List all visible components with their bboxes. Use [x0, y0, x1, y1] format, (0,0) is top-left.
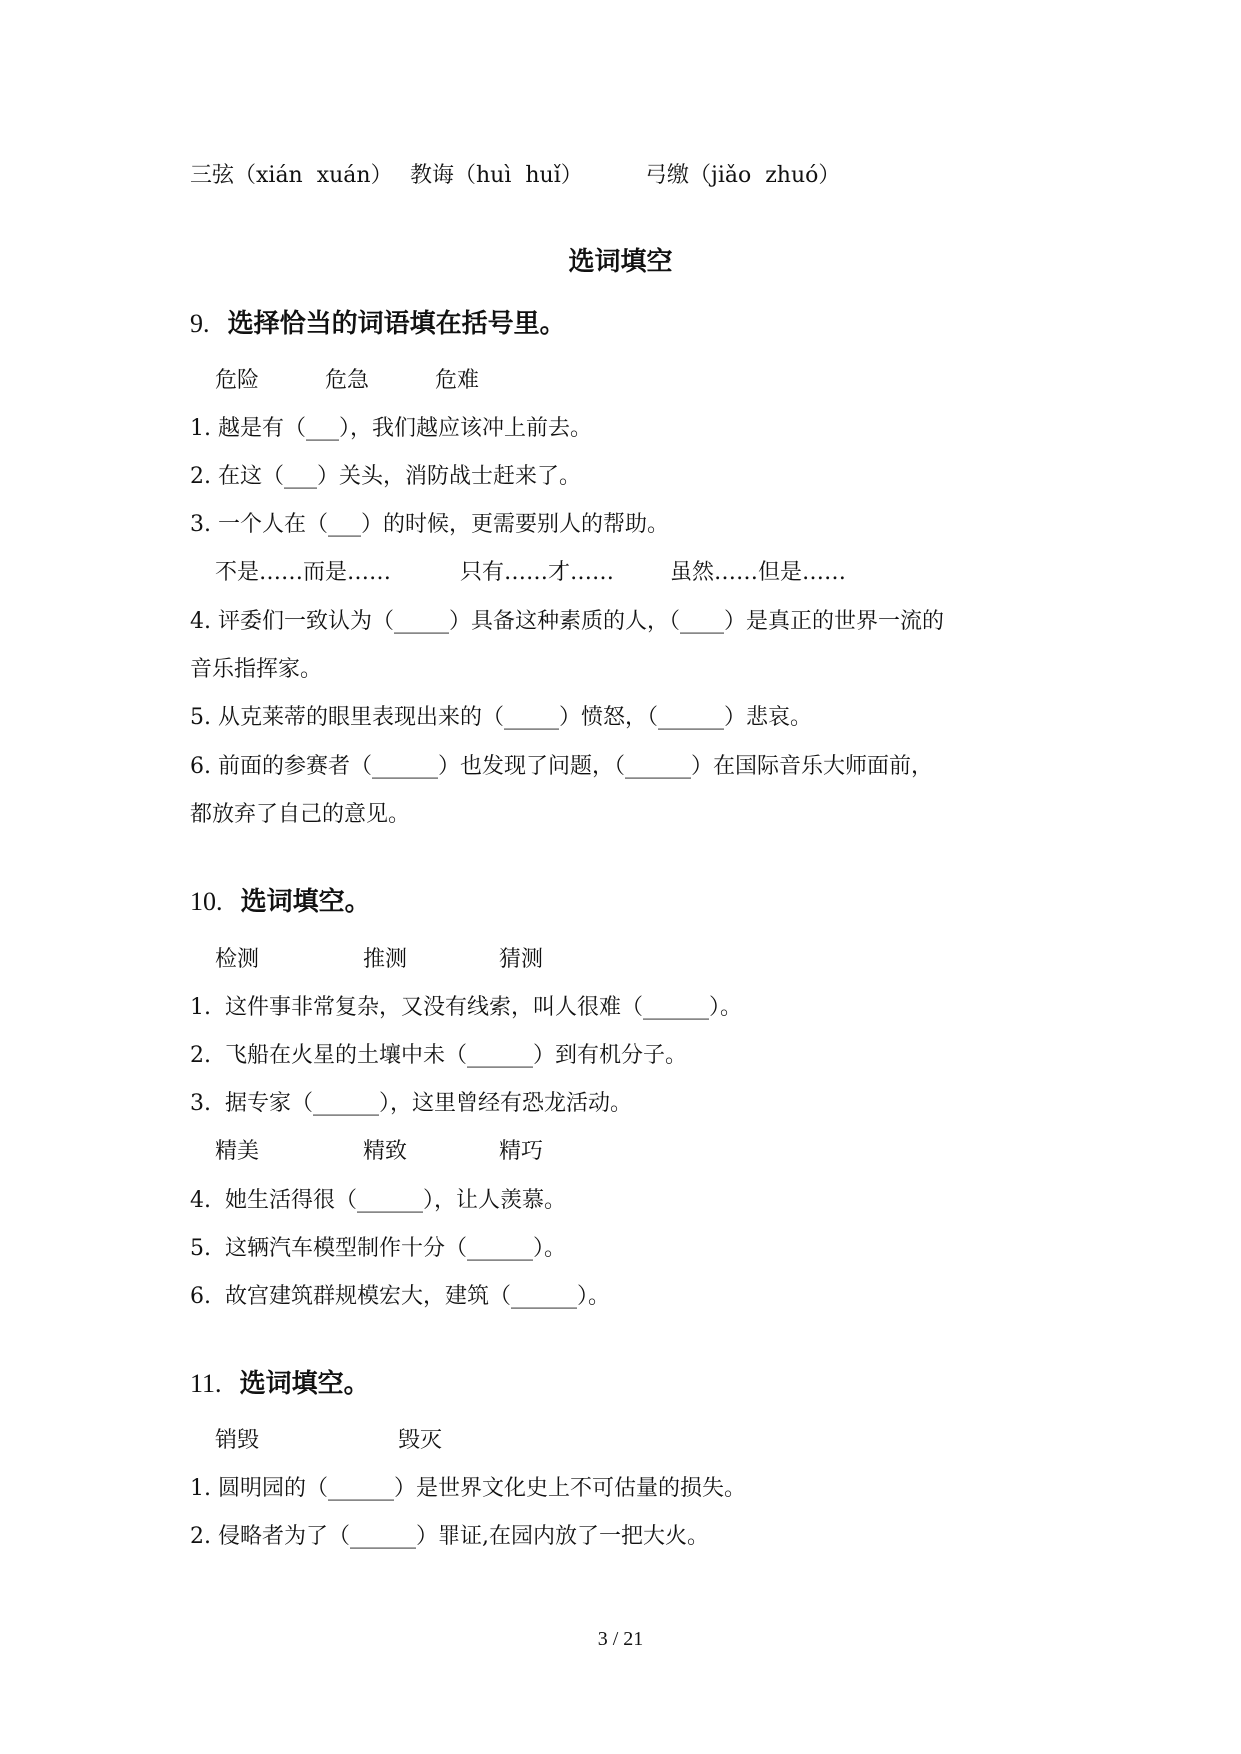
option-word: 精美: [215, 1139, 260, 1164]
q9-line: 5. 从克莱蒂的眼里表现出来的（_____）愤怒，（______）悲哀。: [190, 705, 812, 730]
option-word: 只有……才……: [460, 560, 615, 585]
option-word: 销毁: [215, 1428, 260, 1453]
q9-line: 音乐指挥家。: [190, 657, 323, 682]
q9-line: 6. 前面的参赛者（______）也发现了问题，（______）在国际音乐大师面前，: [190, 754, 933, 779]
option-word: 危险: [215, 368, 260, 393]
question-text: 选词填空。: [239, 1369, 370, 1399]
option-word: 检测: [215, 947, 260, 972]
section-title: 选词填空: [568, 247, 673, 277]
pinyin-item: 三弦（xián xuán）: [190, 163, 393, 188]
pinyin-row: [190, 160, 1090, 192]
pinyin-item: 弓缴（jiǎo zhuó）: [645, 163, 841, 188]
q11-line: 2. 侵略者为了（______）罪证,在园内放了一把大火。: [190, 1524, 709, 1549]
option-word: 危难: [435, 368, 480, 393]
option-word: 虽然……但是……: [670, 560, 847, 585]
q10-line: 3. 据专家（______），这里曾经有恐龙活动。: [190, 1091, 632, 1116]
question-text: 选词填空。: [240, 887, 371, 917]
q9-line: 2. 在这（___）关头，消防战士赶来了。: [190, 464, 581, 489]
option-word: 精致: [363, 1139, 408, 1164]
pinyin-item: 教诲（huì huǐ）: [410, 163, 583, 188]
question-number: 11.: [190, 1369, 222, 1398]
q9-line: 4. 评委们一致认为（_____）具备这种素质的人，（____）是真正的世界一流的: [190, 609, 944, 634]
page-number: 3 / 21: [597, 1628, 644, 1650]
question-9-heading: [190, 306, 566, 342]
q9-line: 都放弃了自己的意见。: [190, 802, 411, 827]
option-word: 精巧: [499, 1139, 544, 1164]
option-word: 危急: [325, 368, 370, 393]
q9-line: 1. 越是有（___），我们越应该冲上前去。: [190, 416, 592, 441]
question-10-heading: [190, 884, 371, 920]
option-word: 毁灭: [398, 1428, 443, 1453]
q10-line: 6. 故宫建筑群规模宏大，建筑（______）。: [190, 1284, 610, 1309]
question-number: 9.: [190, 309, 210, 338]
q10-line: 5. 这辆汽车模型制作十分（______）。: [190, 1236, 566, 1261]
option-word: 推测: [363, 947, 408, 972]
q10-line: 2. 飞船在火星的土壤中未（______）到有机分子。: [190, 1043, 687, 1068]
q11-line: 1. 圆明园的（______）是世界文化史上不可估量的损失。: [190, 1476, 746, 1501]
question-number: 10.: [190, 887, 223, 916]
option-word: 猜测: [499, 947, 544, 972]
question-11-heading: [190, 1366, 370, 1402]
option-word: 不是……而是……: [215, 560, 392, 585]
q9-line: 3. 一个人在（___）的时候，更需要别人的帮助。: [190, 512, 669, 537]
q10-line: 4. 她生活得很（______），让人羡慕。: [190, 1188, 566, 1213]
q10-line: 1. 这件事非常复杂，又没有线索，叫人很难（______）。: [190, 995, 742, 1020]
question-text: 选择恰当的词语填在括号里。: [227, 309, 566, 339]
